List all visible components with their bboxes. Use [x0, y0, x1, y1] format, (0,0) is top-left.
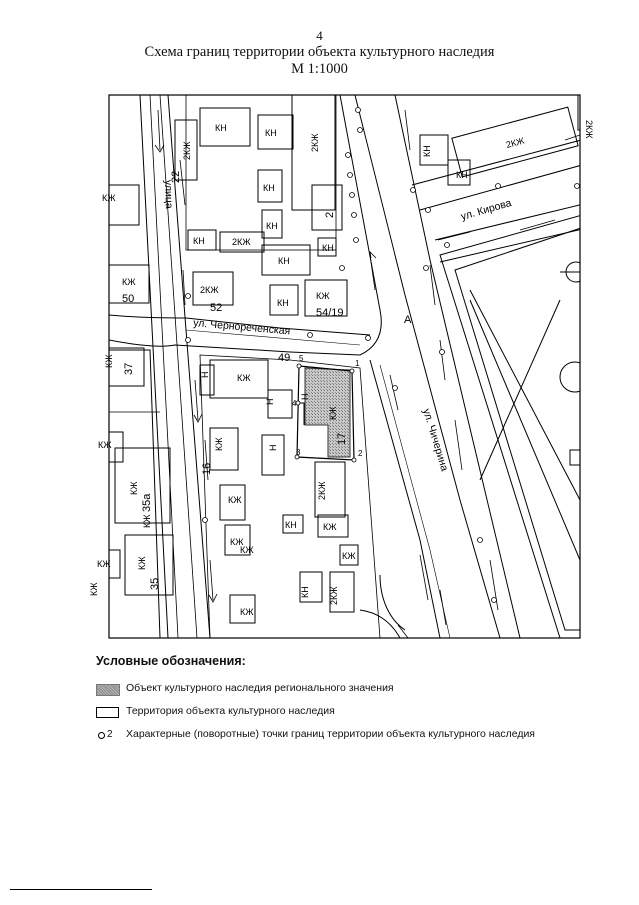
map-title-line1: Схема границ территории объекта культурного наследия [144, 44, 495, 60]
point-label-2: 2 [358, 449, 363, 458]
house-number-17: 17 [336, 432, 348, 445]
park-triangle-inner [455, 225, 590, 630]
house-number-35: 35 [149, 577, 161, 590]
street-label-ulitsa: улица [162, 179, 176, 209]
heritage-swatch [96, 684, 120, 696]
point-label-3: 3 [296, 448, 301, 457]
bl-7: КН [278, 256, 290, 266]
legend-title: Условные обозначения: [96, 654, 246, 668]
house-number-16: 16 [201, 462, 213, 475]
bl-12: КЖ [122, 277, 136, 287]
bl-10: КЖ [316, 291, 330, 301]
bl-36: КЖ [142, 514, 152, 528]
house-number-49: 49 [278, 352, 291, 364]
house-number-22: 22 [170, 170, 182, 183]
point-label-5: 5 [299, 354, 304, 363]
bl-22: КЖ [97, 559, 111, 569]
point-dot-icon [98, 732, 105, 739]
legend-points [96, 728, 536, 742]
bl-17: КЖ [228, 495, 242, 505]
street-kirova-lower2 [440, 225, 600, 262]
road-right-lane [370, 360, 440, 638]
park-diag-2 [470, 300, 580, 560]
bl-42: Н [300, 393, 310, 400]
bl-24: КН [285, 520, 297, 530]
building-kzh-tl-1 [109, 185, 139, 225]
bl-18: КЖ [230, 537, 244, 547]
house-number-52: 52 [210, 302, 223, 314]
legend-points-text: Характерные (поворотные) точки границ территории объекта культурного наследия [126, 728, 535, 740]
bl-31: КН [422, 145, 432, 157]
bl-25: КЖ [323, 522, 337, 532]
bl-28: КН [300, 586, 310, 598]
street-kirova-lower [435, 200, 600, 240]
house-number-37: 37 [123, 362, 135, 375]
bl-5: КН [266, 221, 278, 231]
point-label-4: 4 [292, 399, 297, 408]
bl-15: КЖ [237, 373, 251, 383]
boundary-point-1 [350, 369, 354, 373]
bl-19: КЖ [129, 481, 139, 495]
bl-13: 2КЖ [200, 285, 219, 295]
house-number-35a: 35а [141, 493, 153, 512]
bl-9: КН [322, 243, 334, 253]
building-n-c3 [262, 435, 284, 475]
bl-33: Н [200, 371, 210, 378]
street-label-kirova: ул. Кирова [459, 197, 513, 223]
bl-35: Н [265, 398, 275, 405]
bl-29: 2КЖ [329, 586, 339, 605]
park-circle-2 [560, 362, 590, 392]
point-swatch [96, 728, 118, 742]
bl-41: КЖ [328, 406, 338, 420]
boundary-point-5 [297, 364, 301, 368]
house-number-50: 50 [122, 293, 135, 305]
bl-20: КЖ [137, 556, 147, 570]
building-2kzh-north [312, 185, 342, 230]
bl-23: 2КЖ [317, 481, 327, 500]
point-sample-number: 2 [107, 729, 113, 740]
bl-39: КН [456, 170, 468, 180]
park-diag-1 [470, 290, 580, 500]
legend-heritage-text: Объект культурного наследия регионального значения [126, 682, 394, 694]
road-letter: А [404, 314, 412, 326]
bl-16: КЖ [214, 437, 224, 451]
bl-30: КЖ [104, 354, 114, 368]
bl-40: 2КЖ [584, 120, 594, 139]
bl-0: КН [215, 123, 227, 133]
street-label-chernorechenskaya: ул. Чернореченская [192, 317, 291, 338]
map-scale: М 1:1000 [291, 61, 348, 77]
page-number: 4 [316, 28, 323, 43]
legend [96, 654, 536, 751]
footer-rule [10, 889, 152, 890]
bl-1: КН [265, 128, 277, 138]
point-label-1: 1 [355, 359, 360, 368]
road-right-lane-2 [380, 365, 450, 638]
building-n-c1 [200, 365, 214, 395]
park-triangle [440, 210, 600, 638]
bl-21: КЖ [98, 440, 112, 450]
boundary-point-2 [352, 458, 356, 462]
bl-27: КЖ [342, 551, 356, 561]
bl-11: КЖ [102, 193, 116, 203]
bl-26: КЖ [240, 607, 254, 617]
bl-8: 2КЖ [232, 237, 251, 247]
bl-14: КН [277, 298, 289, 308]
boundary-point-4 [296, 401, 300, 405]
street-label-chicherina: ул. Чичерина [420, 407, 451, 473]
bl-32: КЖ [89, 582, 99, 596]
legend-territory [96, 705, 536, 719]
road-right-inner-1 [355, 95, 405, 295]
bl-34: Н [268, 444, 278, 451]
bl-4: 2КЖ [182, 141, 192, 160]
house-number-54-19: 54/19 [316, 307, 344, 319]
block-north-middle-frame [186, 95, 336, 250]
bl-38: 2КЖ [504, 135, 526, 150]
territory-swatch [96, 707, 119, 718]
bl-37: КЖ [240, 545, 254, 555]
street-cherno-south-edge [109, 340, 360, 355]
house-number-2: 2 [324, 211, 336, 218]
legend-territory-text: Территория объекта культурного наследия [126, 705, 335, 717]
legend-heritage-object [96, 682, 536, 696]
bl-2: 2КЖ [310, 133, 320, 152]
lower-curve [380, 575, 405, 630]
bl-6: КН [193, 236, 205, 246]
bl-3: КН [263, 183, 275, 193]
